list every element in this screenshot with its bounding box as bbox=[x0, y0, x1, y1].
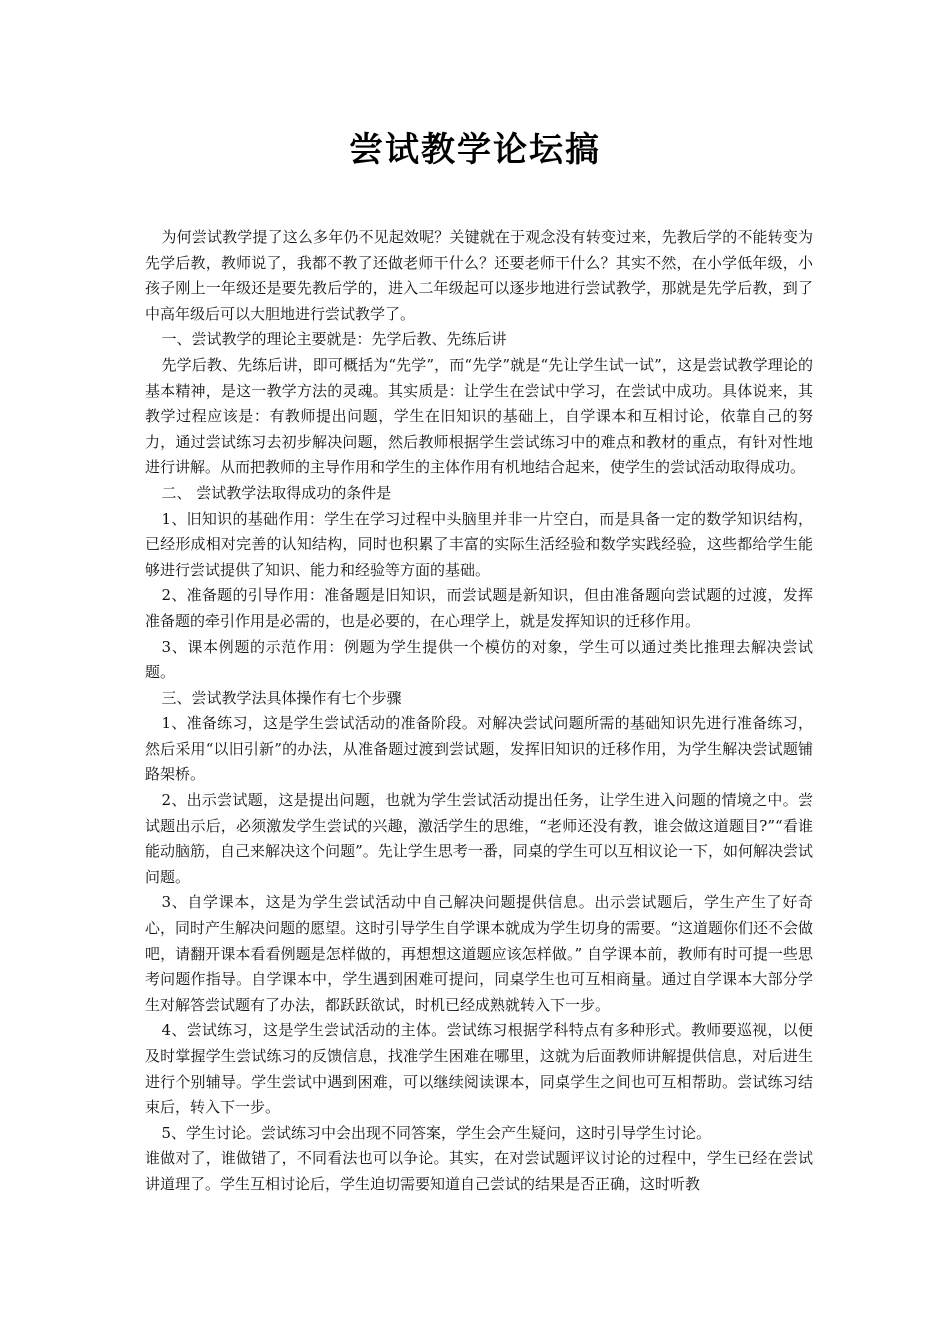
paragraph-step-5-continued: 谁做对了，谁做错了，不同看法也可以争论。其实，在对尝试题评议讨论的过程中，学生已经在尝试讲道理了。学生互相讨论后，学生迫切需要知道自己尝试的结果是否正确，这时听教 bbox=[145, 1149, 813, 1193]
section-heading-1: 一、尝试教学的理论主要就是：先学后教、先练后讲 bbox=[161, 330, 507, 349]
paragraph-theory: 先学后教、先练后讲，即可概括为“先学”，而“先学”就是“先让学生试一试”，这是尝试教学理论的基本精神，是这一教学方法的灵魂。其实质是：让学生在尝试中学习，在尝试中成功。具体说来，其教学过程应该是：有教师提出问题，学生在旧知识的基础上，自学课本和互相讨论，依靠自己的努力，通过尝试练习去初步解决问题，然后教师根据学生尝试练习中的难点和教材的重点，有针对性地进行讲解。从而把教师的主导作用和学生的主体作用有机地结合起来，使学生的尝试活动取得成功。 bbox=[145, 355, 813, 477]
page-title: 尝试教学论坛搞 bbox=[349, 130, 601, 170]
paragraph-step-3: 3、自学课本，这是为学生尝试活动中自己解决问题提供信息。出示尝试题后，学生产生了好奇心，同时产生解决问题的愿望。这时引导学生自学课本就成为学生切身的需要。“这道题你们还不会做吧，请翻开课本看看例题是怎样做的，再想想这道题应该怎样做。” 自学课本前，教师有时可提一些思考问题作指导。自学课本中，学生遇到困难可提问，同桌学生也可互相商量。通过自学课本大部分学生对解答尝试题有了办法，都跃跃欲试，时机已经成熟就转入下一步。 bbox=[145, 893, 813, 1014]
document-body bbox=[145, 225, 813, 1198]
section-heading-2: 二、 尝试教学法取得成功的条件是 bbox=[161, 483, 392, 502]
section-heading-3: 三、尝试教学法具体操作有七个步骤 bbox=[161, 688, 402, 707]
paragraph-condition-3: 3、课本例题的示范作用：例题为学生提供一个模仿的对象，学生可以通过类比推理去解决尝试题。 bbox=[145, 637, 813, 682]
paragraph-condition-1: 1、旧知识的基础作用：学生在学习过程中头脑里并非一片空白，而是具备一定的数学知识结构，已经形成相对完善的认知结构，同时也积累了丰富的实际生活经验和数学实践经验，这些都给学生能够进行尝试提供了知识、能力和经验等方面的基础。 bbox=[145, 509, 813, 579]
paragraph-step-2: 2、出示尝试题，这是提出问题，也就为学生尝试活动提出任务，让学生进入问题的情境之中。尝试题出示后，必须激发学生尝试的兴趣，激活学生的思维，“老师还没有教，谁会做这道题目?”“看谁能动脑筋，自己来解决这个问题”。先让学生思考一番，同桌的学生可以互相议论一下，如何解决尝试问题。 bbox=[145, 791, 813, 886]
paragraph-condition-2: 2、准备题的引导作用：准备题是旧知识，而尝试题是新知识，但由准备题向尝试题的过渡，发挥准备题的牵引作用是必需的，也是必要的，在心理学上，就是发挥知识的迁移作用。 bbox=[145, 586, 813, 630]
paragraph-step-5: 5、学生讨论。尝试练习中会出现不同答案，学生会产生疑问，这时引导学生讨论。 bbox=[161, 1123, 712, 1142]
paragraph-step-1: 1、准备练习，这是学生尝试活动的准备阶段。对解决尝试问题所需的基础知识先进行准备练习，然后采用“以旧引新”的办法，从准备题过渡到尝试题，发挥旧知识的迁移作用，为学生解决尝试题铺路架桥。 bbox=[145, 714, 813, 784]
paragraph-step-4: 4、尝试练习，这是学生尝试活动的主体。尝试练习根据学科特点有多种形式。教师要巡视，以便及时掌握学生尝试练习的反馈信息，找准学生困难在哪里，这就为后面教师讲解提供信息，对后进生进行个别辅导。学生尝试中遇到困难，可以继续阅读课本，同桌学生之间也可互相帮助。尝试练习结束后，转入下一步。 bbox=[145, 1021, 813, 1117]
paragraph-intro: 为何尝试教学提了这么多年仍不见起效呢？关键就在于观念没有转变过来，先教后学的不能转变为先学后教，教师说了，我都不教了还做老师干什么？还要老师干什么？其实不然，在小学低年级，小孩子刚上一年级还是要先教后学的，进入二年级起可以逐步地进行尝试教学，那就是先学后教，到了中高年级后可以大胆地进行尝试教学了。 bbox=[145, 228, 813, 323]
